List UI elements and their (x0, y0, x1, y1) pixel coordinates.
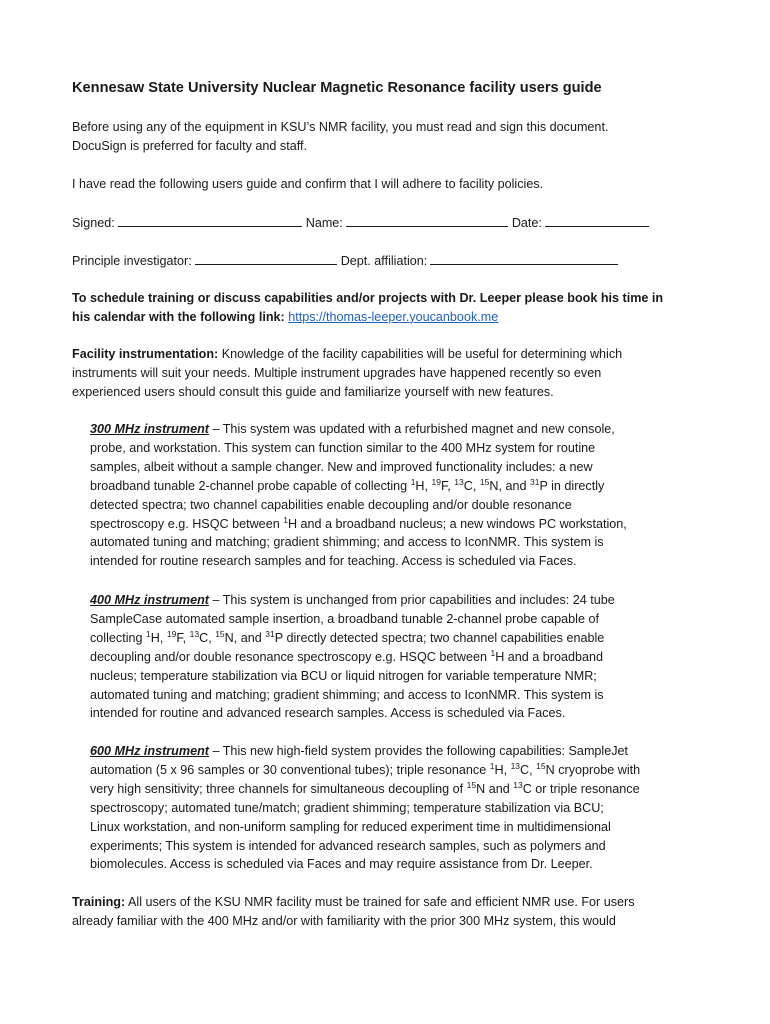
schedule-paragraph (72, 289, 712, 327)
date-label: Date: (511, 216, 542, 230)
nucleus-sup: 19 (431, 476, 441, 487)
nucleus-symbol: P (539, 478, 548, 493)
inst600-text: automation (5 x 96 samples or 30 conventional tubes); triple resonance (90, 762, 487, 777)
nucleus-sup: 13 (510, 760, 521, 771)
intro-paragraph (72, 118, 712, 156)
inst300-text: broadband tunable 2-channel probe capable of collecting (90, 478, 408, 493)
facility-line: experienced users should consult this guide and familiarize yourself with new features. (72, 384, 554, 399)
inst300-text: – This system was updated with a refurbished magnet and new console, (212, 422, 615, 436)
document-title: Kennesaw State University Nuclear Magnetic Resonance facility users guide (72, 80, 602, 96)
training-text: All users of the KSU NMR facility must be trained for safe and efficient NMR use. For users (128, 895, 635, 909)
training-line: already familiar with the 400 MHz and/or with familiarity with the prior 300 MHz system, this would (72, 913, 616, 928)
schedule-line: To schedule training or discuss capabilities and/or projects with Dr. Leeper please book his time in (72, 291, 664, 305)
pi-row (72, 251, 712, 271)
name-label: Name: (305, 216, 343, 230)
facility-line (72, 345, 712, 364)
nucleus-sup: 19 (166, 628, 177, 639)
instrument-400-name: 400 MHz instrument (90, 593, 209, 607)
nucleus-symbol: N (489, 478, 499, 493)
dept-label: Dept. affiliation: (340, 254, 428, 268)
training-paragraph (72, 893, 712, 931)
nucleus-symbol: F (441, 478, 448, 493)
nucleus-sup: 31 (529, 476, 540, 487)
inst400-text: directly detected spectra; two channel capabilities enable (286, 630, 605, 645)
pi-label: Principle investigator: (72, 254, 192, 268)
schedule-line (72, 308, 712, 327)
instrument-400-section (90, 591, 712, 723)
inst600-line: spectroscopy; automated tune/match; gradient shimming; temperature stabilization via BCU; (90, 800, 604, 815)
intro-line: Before using any of the equipment in KSU’s NMR facility, you must read and sign this document. (72, 120, 609, 134)
nucleus-sup: 1 (490, 647, 496, 658)
inst400-line: collecting $^1$H, $^{19}$F, $^{13}$C, $^{15}$N, and $^{31}$P directly detected spectra; two channel capabilities enable (90, 628, 605, 645)
inst600-text: or triple resonance (535, 781, 640, 796)
inst400-text: – This system is unchanged from prior capabilities and includes: 24 tube (212, 593, 615, 607)
inst600-line: Linux workstation, and non-uniform sampling for reduced experiment time in multidimensional (90, 819, 611, 834)
inst600-text: cryoprobe with (558, 762, 641, 777)
nucleus-sup: 15 (536, 760, 546, 771)
nucleus-sup: 13 (513, 779, 523, 790)
inst600-line (90, 742, 712, 761)
name-field[interactable] (346, 213, 508, 227)
nucleus-symbol: H (415, 478, 425, 493)
inst300-text: H and a broadband nucleus; a new windows PC workstation, (287, 516, 627, 531)
signed-label: Signed: (72, 216, 115, 230)
inst400-line: automated tuning and matching; gradient shimming; and access to IconNMR. This system is (90, 687, 604, 702)
inst300-line: detected spectra; two channel capabilities enable decoupling and/or double resonance (90, 497, 572, 512)
inst300-line: probe, and workstation. This system can function similar to the 400 MHz system for routine (90, 440, 596, 455)
facility-line: instruments will suit your needs. Multiple instrument upgrades have happened recently so even (72, 365, 602, 380)
facility-paragraph (72, 345, 712, 402)
nucleus-symbol: C (520, 762, 530, 777)
inst600-line: automation (5 x 96 samples or 30 conventional tubes); triple resonance $^1$H, $^{13}$C, $^{15}$N cryoprobe with (90, 760, 641, 777)
inst300-line: samples, albeit without a sample changer. New and improved functionality includes: a new (90, 459, 593, 474)
training-heading: Training: (72, 895, 126, 909)
inst600-line: experiments; This system is intended for advanced research samples, such as polymers and (90, 838, 606, 853)
nucleus-sup: 31 (265, 628, 275, 639)
date-field[interactable] (545, 213, 649, 227)
nucleus-sup: 1 (489, 760, 495, 771)
inst300-line: broadband tunable 2-channel probe capable of collecting $^1$H, $^{19}$F, $^{13}$C, $^{15}$N, and $^{31}$P in directly (90, 476, 605, 493)
nucleus-symbol: C (522, 781, 532, 796)
inst400-line: intended for routine and advanced research samples. Access is scheduled via Faces. (90, 706, 566, 721)
nucleus-sup: 1 (146, 628, 151, 639)
facility-heading: Facility instrumentation: (72, 347, 219, 361)
instrument-300-section (90, 420, 712, 571)
inst400-line: SampleCase automated sample insertion, a broadband tunable 2-channel probe capable of (90, 611, 599, 626)
confirm-statement: I have read the following users guide and confirm that I will adhere to facility policies. (72, 177, 544, 191)
inst600-line: very high sensitivity; three channels for simultaneous decoupling of $^{15}$N and $^{13}$C or triple resonance (90, 779, 640, 796)
inst400-text: H and a broadband (495, 649, 604, 664)
inst400-line: nucleus; temperature stabilization via BCU or liquid nitrogen for variable temperature NMR; (90, 668, 597, 683)
nucleus-sup: 15 (215, 628, 225, 639)
dept-field[interactable] (430, 251, 618, 265)
inst400-text: collecting (90, 630, 143, 645)
nucleus-symbol: H (150, 630, 160, 645)
inst300-text: spectroscopy e.g. HSQC between (90, 516, 280, 531)
nucleus-symbol: F (176, 630, 183, 645)
nucleus-symbol: N (476, 781, 486, 796)
inst400-line (90, 648, 712, 667)
inst600-text: – This new high-field system provides the following capabilities: SampleJet (212, 744, 629, 758)
instrument-300-name: 300 MHz instrument (90, 422, 209, 436)
intro-line: DocuSign is preferred for faculty and staff. (72, 138, 307, 153)
schedule-text: his calendar with the following link: (72, 309, 285, 324)
nucleus-symbol: N (545, 762, 555, 777)
nucleus-symbol: P (274, 630, 283, 645)
signature-row (72, 213, 712, 233)
nucleus-symbol: N (224, 630, 234, 645)
nucleus-symbol: C (199, 630, 209, 645)
nucleus-symbol: H (494, 762, 504, 777)
schedule-link[interactable]: https://thomas-leeper.youcanbook.me (288, 309, 499, 324)
nucleus-sup: 1 (283, 514, 288, 525)
instrument-600-name: 600 MHz instrument (90, 744, 209, 758)
nucleus-symbol: C (463, 478, 473, 493)
inst300-text: in directly (551, 478, 605, 493)
inst400-line (90, 591, 712, 610)
inst300-line (90, 420, 712, 439)
nucleus-sup: 15 (466, 779, 477, 790)
training-line (72, 893, 712, 912)
inst600-line: biomolecules. Access is scheduled via Faces and may require assistance from Dr. Leeper. (90, 857, 593, 872)
facility-text: Knowledge of the facility capabilities will be useful for determining which (221, 347, 623, 361)
inst300-line: intended for routine research samples and for teaching. Access is scheduled via Faces. (90, 554, 577, 569)
instrument-600-section (90, 742, 712, 874)
inst300-line (90, 515, 712, 534)
nucleus-sup: 1 (410, 476, 416, 487)
inst300-line: automated tuning and matching; gradient shimming; and access to IconNMR. This system is (90, 535, 604, 550)
signature-field[interactable] (118, 213, 302, 227)
nucleus-sup: 13 (189, 628, 200, 639)
pi-field[interactable] (195, 251, 337, 265)
nucleus-sup: 15 (479, 476, 490, 487)
nucleus-sup: 13 (454, 476, 464, 487)
inst400-text: decoupling and/or double resonance spectroscopy e.g. HSQC between (90, 649, 487, 664)
inst600-text: very high sensitivity; three channels for simultaneous decoupling of (90, 781, 464, 796)
